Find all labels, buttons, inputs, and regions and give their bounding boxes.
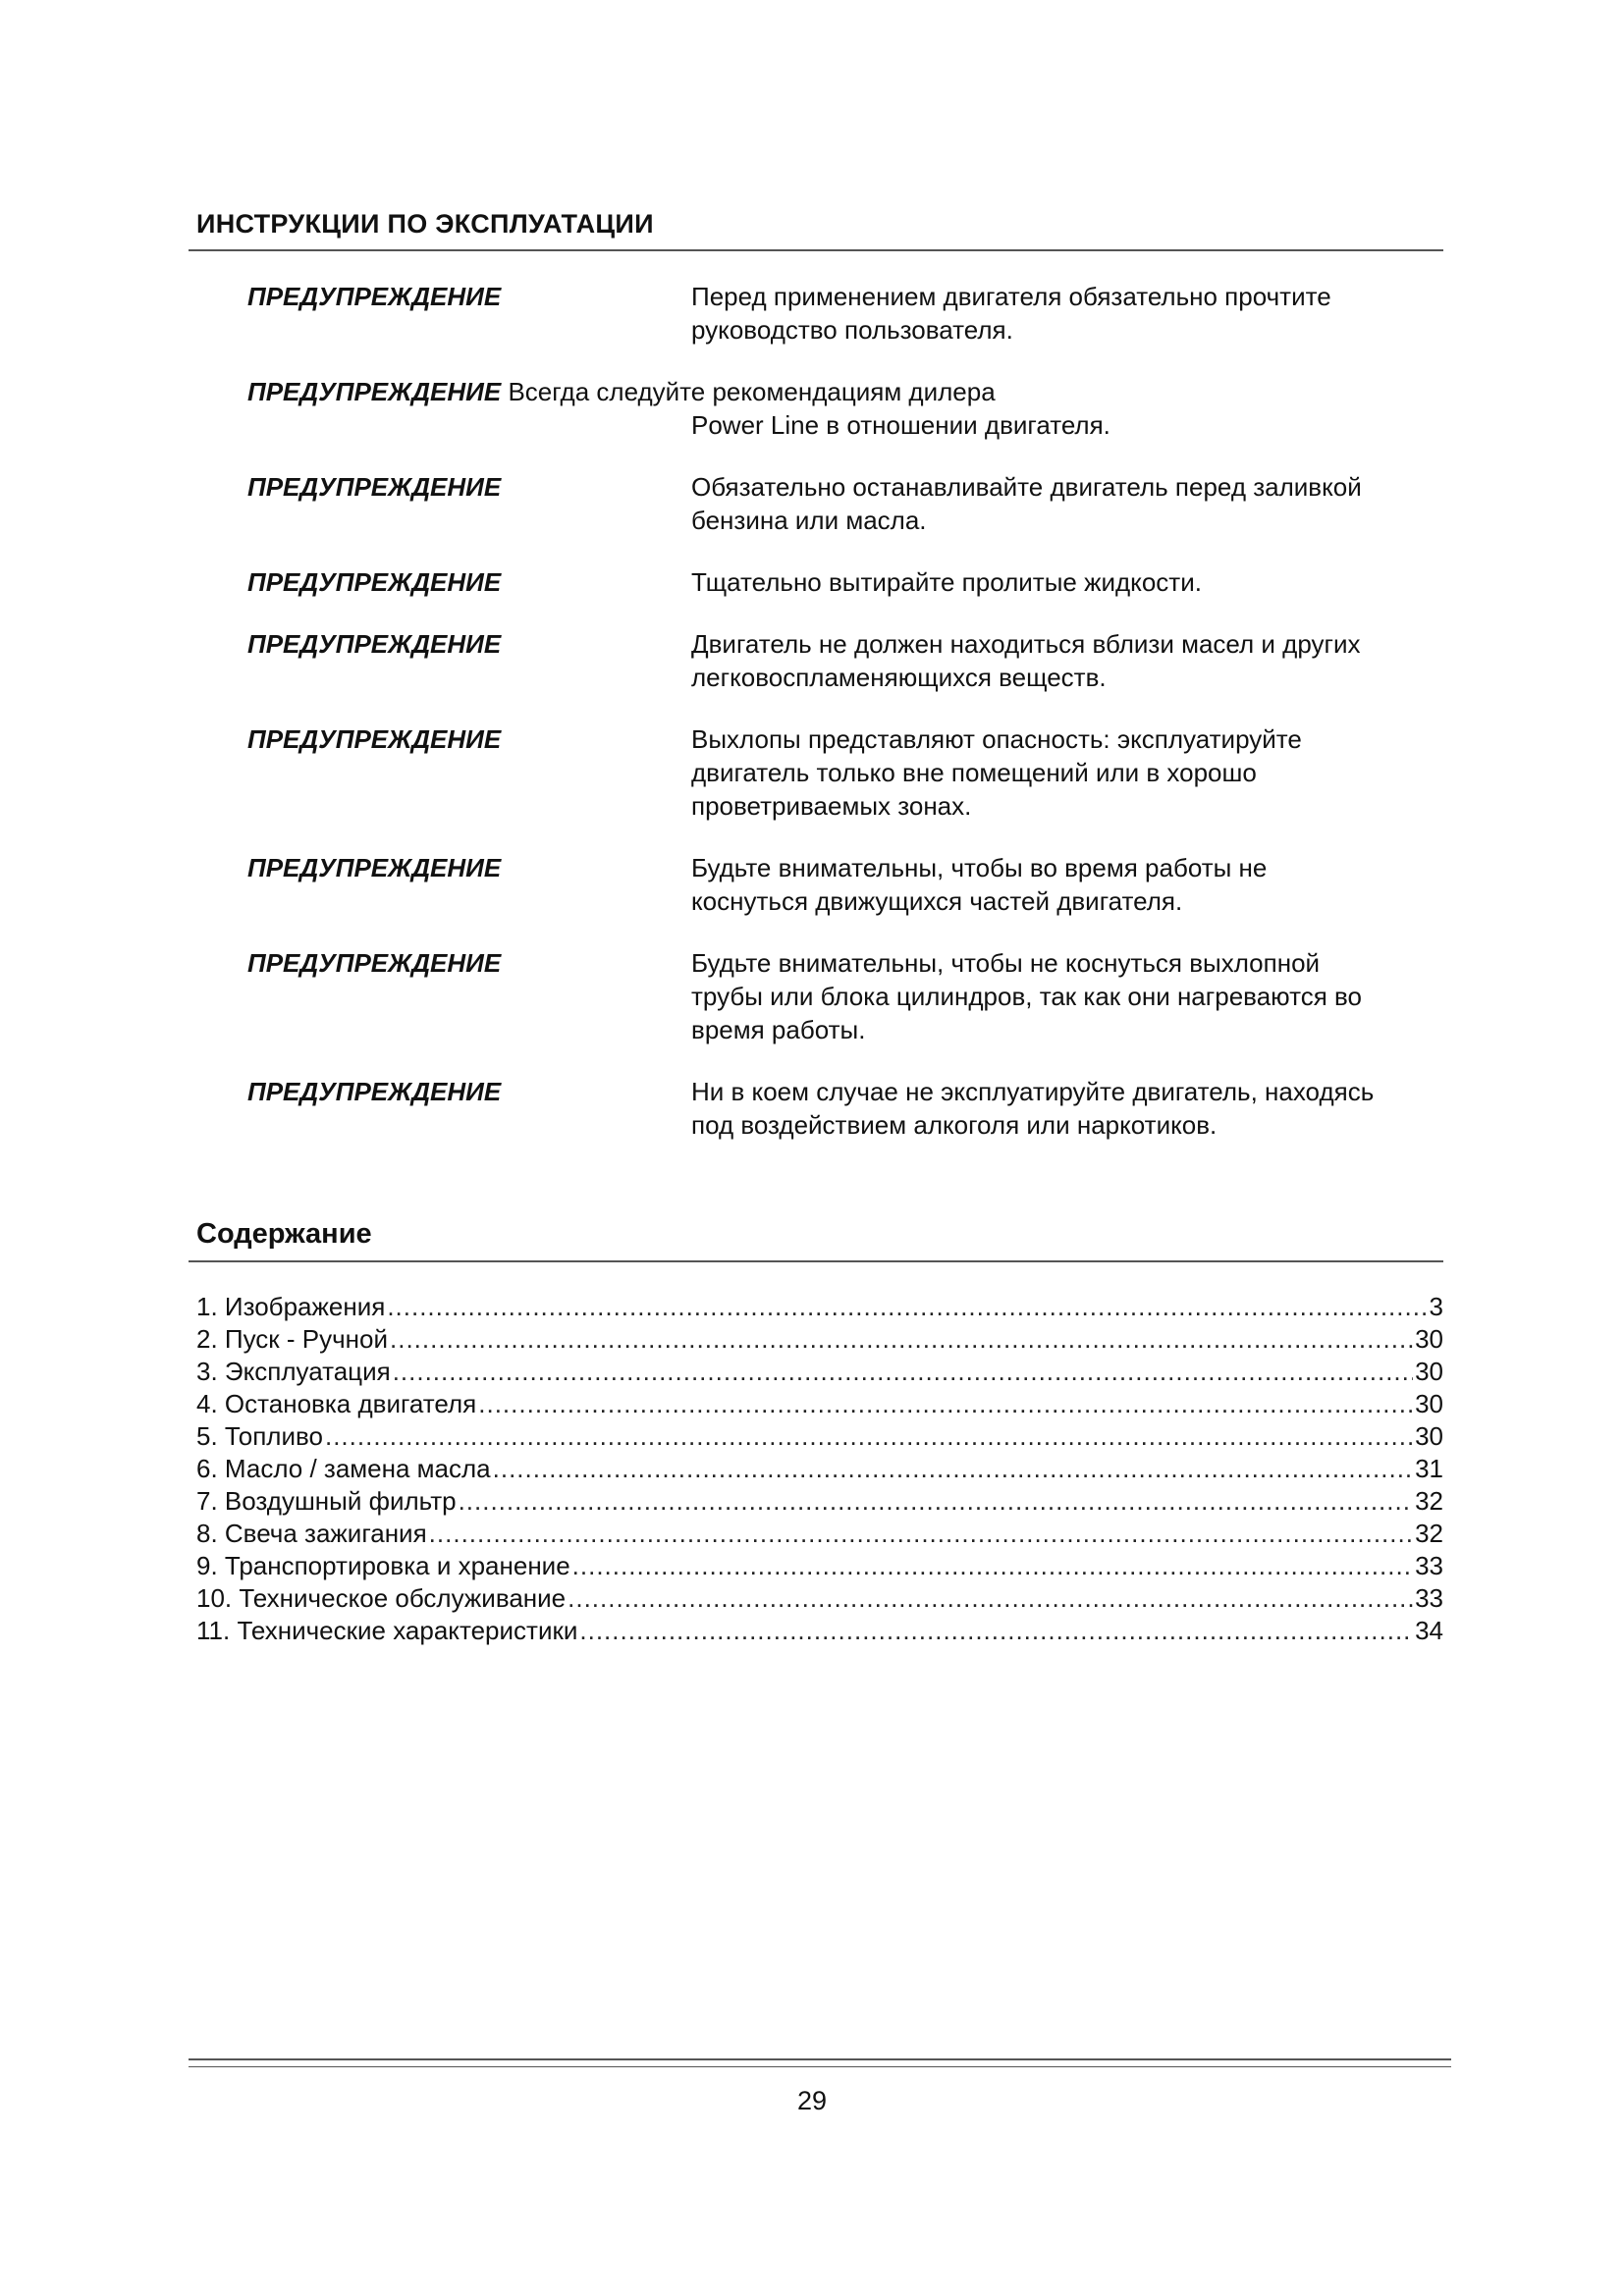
toc-entry-page: 31 bbox=[1415, 1454, 1443, 1483]
warning-item bbox=[247, 851, 1455, 918]
warning-item bbox=[247, 1075, 1455, 1142]
toc-entry-title: 7. Воздушный фильтр bbox=[196, 1486, 457, 1516]
toc-entry[interactable] bbox=[196, 1388, 1443, 1420]
footer-divider bbox=[189, 2058, 1451, 2060]
warning-label: ПРЕДУПРЕЖДЕНИЕ bbox=[247, 853, 502, 882]
footer-divider bbox=[189, 2066, 1451, 2067]
toc-entry-title: 6. Масло / замена масла bbox=[196, 1454, 491, 1483]
toc-entry-title: 8. Свеча зажигания bbox=[196, 1519, 427, 1548]
toc-leader bbox=[393, 1356, 1413, 1388]
warning-item bbox=[247, 565, 1455, 599]
warning-text-continued: Power Line в отношении двигателя. bbox=[691, 410, 1110, 440]
toc-entry-page: 30 bbox=[1415, 1357, 1443, 1386]
toc-entry-title: 11. Технические характеристики bbox=[196, 1616, 578, 1645]
toc-leader bbox=[478, 1388, 1413, 1420]
warning-item bbox=[247, 375, 1455, 442]
toc-entry-title: 2. Пуск - Ручной bbox=[196, 1324, 389, 1354]
toc-entry-page: 33 bbox=[1415, 1551, 1443, 1580]
toc-entry-page: 30 bbox=[1415, 1421, 1443, 1451]
toc-entry-page: 32 bbox=[1415, 1486, 1443, 1516]
toc-leader bbox=[459, 1485, 1414, 1518]
warning-text: Перед применением двигателя обязательно прочтите руководство пользователя. bbox=[691, 282, 1331, 345]
contents-divider bbox=[189, 1260, 1443, 1262]
toc-entry-page: 30 bbox=[1415, 1389, 1443, 1418]
warning-label: ПРЕДУПРЕЖДЕНИЕ bbox=[247, 377, 502, 406]
toc-entry-title: 10. Техническое обслуживание bbox=[196, 1583, 567, 1613]
warning-text: Двигатель не должен находиться вблизи масел и других легковоспламеняющихся веществ. bbox=[691, 629, 1361, 692]
toc-leader bbox=[325, 1420, 1413, 1453]
toc-entry-page: 33 bbox=[1415, 1583, 1443, 1613]
warning-text: Выхлопы представляют опасность: эксплуатируйте двигатель только вне помещений или в хорошо проветриваемых зонах. bbox=[691, 724, 1302, 821]
toc-entry[interactable] bbox=[196, 1485, 1443, 1518]
toc-leader bbox=[568, 1582, 1413, 1615]
toc-entry[interactable] bbox=[196, 1420, 1443, 1453]
toc-entry[interactable] bbox=[196, 1518, 1443, 1550]
page-number: 29 bbox=[796, 2086, 828, 2115]
toc-entry-page: 3 bbox=[1429, 1292, 1443, 1321]
header-divider bbox=[189, 249, 1443, 251]
page-title: ИНСТРУКЦИИ ПО ЭКСПЛУАТАЦИИ bbox=[196, 209, 654, 239]
warning-item bbox=[247, 722, 1455, 823]
toc-leader bbox=[579, 1615, 1413, 1647]
toc-entry-title: 3. Эксплуатация bbox=[196, 1357, 391, 1386]
warning-label: ПРЕДУПРЕЖДЕНИЕ bbox=[247, 948, 502, 978]
toc-entry-title: 9. Транспортировка и хранение bbox=[196, 1551, 570, 1580]
warning-text: Ни в коем случае не эксплуатируйте двигатель, находясь под воздействием алкоголя или наркотиков. bbox=[691, 1077, 1375, 1140]
warning-label: ПРЕДУПРЕЖДЕНИЕ bbox=[247, 629, 502, 659]
toc-entry[interactable] bbox=[196, 1550, 1443, 1582]
warning-label: ПРЕДУПРЕЖДЕНИЕ bbox=[247, 282, 502, 311]
warning-text: Обязательно останавливайте двигатель перед заливкой бензина или масла. bbox=[691, 472, 1362, 535]
table-of-contents bbox=[196, 1291, 1443, 1647]
toc-leader bbox=[390, 1323, 1413, 1356]
toc-entry-title: 4. Остановка двигателя bbox=[196, 1389, 477, 1418]
contents-title: Содержание bbox=[196, 1218, 372, 1250]
toc-entry[interactable] bbox=[196, 1291, 1443, 1323]
warning-label: ПРЕДУПРЕЖДЕНИЕ bbox=[247, 1077, 502, 1106]
toc-leader bbox=[493, 1453, 1413, 1485]
warning-label: ПРЕДУПРЕЖДЕНИЕ bbox=[247, 567, 502, 597]
toc-entry[interactable] bbox=[196, 1323, 1443, 1356]
toc-leader bbox=[572, 1550, 1413, 1582]
toc-entry-title: 5. Топливо bbox=[196, 1421, 323, 1451]
toc-entry-page: 32 bbox=[1415, 1519, 1443, 1548]
toc-entry-page: 30 bbox=[1415, 1324, 1443, 1354]
warning-item bbox=[247, 280, 1455, 347]
warning-text: Будьте внимательны, чтобы во время работы не коснуться движущихся частей двигателя. bbox=[691, 853, 1268, 916]
warning-label: ПРЕДУПРЕЖДЕНИЕ bbox=[247, 472, 502, 502]
toc-leader bbox=[387, 1291, 1427, 1323]
warning-item bbox=[247, 470, 1455, 537]
toc-entry[interactable] bbox=[196, 1453, 1443, 1485]
warning-text: Тщательно вытирайте пролитые жидкости. bbox=[691, 567, 1202, 597]
warning-item bbox=[247, 627, 1455, 694]
toc-entry-page: 34 bbox=[1415, 1616, 1443, 1645]
toc-entry-title: 1. Изображения bbox=[196, 1292, 386, 1321]
toc-entry[interactable] bbox=[196, 1582, 1443, 1615]
warning-text: Будьте внимательны, чтобы не коснуться выхлопной трубы или блока цилиндров, так как они нагреваются во время работы. bbox=[691, 948, 1362, 1044]
warnings-list bbox=[247, 280, 1455, 1142]
toc-leader bbox=[429, 1518, 1413, 1550]
warning-label: ПРЕДУПРЕЖДЕНИЕ bbox=[247, 724, 502, 754]
warning-text: Всегда следуйте рекомендациям дилера bbox=[508, 377, 996, 406]
warning-item bbox=[247, 946, 1455, 1046]
toc-entry[interactable] bbox=[196, 1615, 1443, 1647]
toc-entry[interactable] bbox=[196, 1356, 1443, 1388]
